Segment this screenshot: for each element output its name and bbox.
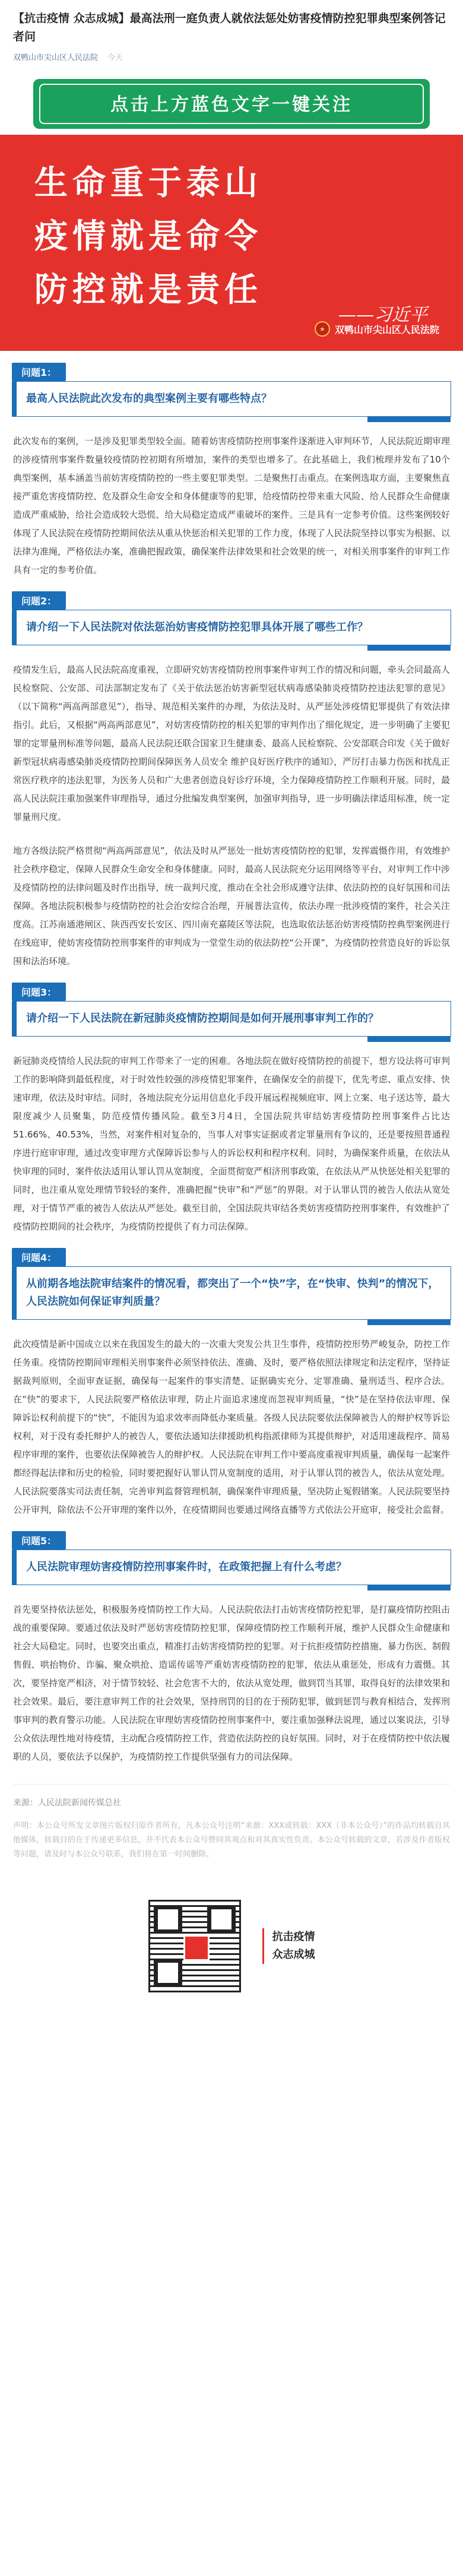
qr-logo-icon [183,1935,210,1961]
banner-image [0,73,463,351]
answer-paragraph: 新冠肺炎疫情给人民法院的审判工作带来了一定的困难。各地法院在做好疫情防控的前提下，想方设法将可审判工作的影响降到最低程度，对于时效性较强的涉疫情犯罪案件，在确保安全的前提下，优先考虑、重点安排、快速审理，依法及时审结。同时，各地法院充分运用信息化手段开展远程视频庭审、网上立案、电子送达等，最大限度减少人员聚集，防范疫情传播风险。截至3月4日，全国法院共审结妨害疫情防控刑事案件占比达51.66%、40.53%，当然，对案件相对复杂的，当事人对事实证据或者定罪量刑有争议的，还是要按照普通程序进行庭审审理，通过改变审理方式保障诉讼参与人的诉讼权利和程序权利。同时，为确保案件质量，在依法从快审理的同时，案件依法适用认罪认罚从宽制度，全面贯彻宽严相济刑事政策，在依法从严从快惩处相关犯罪的同时，也注重从宽处理情节较轻的案件，准确把握“快审”和“严惩”的界限。对于认罪认罚的被告人依法从宽处理，对于情节严重的被告人依法从严惩处。截至目前，全国法院共审结各类妨害疫情防控刑事案件，有效维护了疫情防控期间的社会秩序，为疫情防控提供了有力司法保障。 [13,1056,450,1232]
slogan-line-1: 生命重于泰山 [34,163,262,202]
banner-signature: ——习近平 [338,305,427,325]
banner-top-strip [0,73,463,135]
court-emblem-icon: ★ [315,321,330,337]
question-block-4 [12,1248,451,1320]
banner-court-name: 双鸭山市尖山区人民法院 [334,324,439,335]
qr-caption-line-1: 抗击疫情 [272,1931,315,1943]
slogan-line-2: 疫情就是命令 [34,217,262,256]
footer-divider [13,1784,450,1785]
question-tag: 问题2： [12,591,66,610]
question-box [12,1001,451,1037]
publish-date: 今天 [107,53,123,62]
answer-paragraph: 疫情发生后，最高人民法院高度重视，立即研究妨害疫情防控刑事案件审判工作的情况和问题，牵头会同最高人民检察院、公安部、司法部制定发布了《关于依法惩治妨害新型冠状病毒感染肺炎疫情防控违法犯罪的意见》（以下简称“两高两部意见”），指导、规范相关案件的办理，为依法及时、从严惩处涉疫情犯罪提供了有效法律指引。此后，又根据“两高两部意见”，对妨害疫情防控的相关犯罪的审判作出了细化规定，进一步明确了主要犯罪的定罪量刑标准等问题，最高人民法院还联合国家卫生健康委、最高人民检察院、公安部联合印发《关于做好新型冠状病毒感染肺炎疫情防控期间保障医务人员安全 维护良好医疗秩序的通知》，严厉打击暴力伤医和扰乱正常医疗秩序的违法犯罪，为医务人员和广大患者创造良好诊疗环境，全力保障疫情防控工作顺利开展。同时，最高人民法院注重加强案件审理指导，通过分批编发典型案例，加强审判指导，进一步明确法律适用标准，统一定罪量刑尺度。 [13,664,450,822]
question-block-1 [12,363,451,417]
question-box [12,381,451,417]
question-text: 从前期各地法院审结案件的情况看，都突出了一个“快”字，在“快审、快判”的情况下，人民法院如何保证审判质量？ [26,1278,439,1308]
question-box [12,1550,451,1585]
follow-prompt-text: 点击上方蓝色文字一键关注 [110,94,353,115]
question-text: 人民法院审理妨害疫情防控刑事案件时，在政策把握上有什么考虑？ [26,1561,347,1573]
question-block-2 [12,591,451,645]
qr-section [0,1900,463,1992]
question-tag: 问题3： [12,983,66,1001]
question-box [12,610,451,645]
question-text: 最高人民法院此次发布的典型案例主要有哪些特点？ [26,392,272,405]
question-box [12,1266,451,1320]
qr-caption [262,1928,315,1964]
qr-caption-line-2: 众志成城 [272,1948,315,1961]
banner-slogans [34,156,262,316]
question-text: 请介绍一下人民法院在新冠肺炎疫情防控期间是如何开展刑事审判工作的？ [26,1012,379,1025]
qr-finder-icon [154,1905,182,1934]
follow-prompt-box[interactable] [33,79,430,129]
article-title: 【抗击疫情 众志成城】最高法刑一庭负责人就依法惩处妨害疫情防控犯罪典型案例答记者问 [13,12,446,43]
answer-paragraph: 此次发布的案例，一是涉及犯罪类型较全面。随着妨害疫情防控刑事案件逐渐进入审判环节，人民法院近期审理的涉疫情刑事案件数量较疫情防控初期有所增加，案件的类型也增多了。在此基础上，我们梳理并发布了10个典型案例，基本涵盖当前妨害疫情防控的一些主要犯罪类型。二是聚焦打击重点。在案例选取方面，主要聚焦直接严重危害疫情防控、危及群众生命安全和身体健康等的犯罪，给疫情防控带来重大风险、给人民群众生命健康造成严重威胁，给社会造成较大恐慌、给大局稳定造成严重破坏的案件。三是具有一定参考价值。这些案例较好体现了人民法院在疫情防控期间依法从重从快惩治相关犯罪的工作力度，体现了人民法院坚持以事实为根据、以法律为准绳，严格依法办案，准确把握政策，确保案件法律效果和社会效果的统一，对相关刑事案件的审判工作具有一定的参考价值。 [13,436,450,575]
slogan-line-3: 防控就是责任 [34,270,262,309]
banner-court-label [315,321,439,337]
qr-finder-icon [154,1959,182,1987]
question-block-5 [12,1531,451,1585]
answer-paragraph: 此次疫情是新中国成立以来在我国发生的最大的一次重大突发公共卫生事件，疫情防控形势严峻复杂，防控工作任务重。疫情防控期间审理相关刑事案件必须坚持依法、准确、及时，要严格依照法律规定和法定程序，坚持证据裁判原则，全面审查证据，确保每一起案件的事实清楚、证据确实充分、定罪准确、量刑适当、程序合法。在“快”的要求下，人民法院要严格依法审理，防止片面追求速度而忽视审判质量，“快”是在坚持依法审理、保障诉讼权利前提下的“快”，不能因为追求效率而降低办案质量。各级人民法院要依法保障被告人的辩护权等诉讼权利，对于没有委托辩护人的被告人，要依法通知法律援助机构指派律师为其提供辩护，对适用速裁程序、简易程序审理的案件，也要依法保障被告人的辩护权。人民法院在审判工作中要高度重视审判质量，确保每一起案件都经得起法律和历史的检验，同时要把握好认罪认罚从宽制度的适用，对于认罪认罚的被告人，依法从宽处理。人民法院要落实司法责任制，完善审判监督管理机制，确保案件审理质量，坚决防止冤假错案。人民法院要坚持公开审判，除依法不公开审理的案件以外，在疫情期间也要通过网络直播等方式依法公开庭审，接受社会监督。 [13,1339,450,1515]
question-tag: 问题1： [12,363,66,381]
question-tag: 问题4： [12,1248,66,1266]
qr-finder-icon [207,1905,236,1934]
qr-code-image[interactable] [148,1900,241,1992]
article-source: 来源：人民法院新闻传媒总社 [13,1798,121,1808]
article-meta [13,51,450,62]
account-name-link[interactable]: 双鸭山市尖山区人民法院 [13,53,99,62]
question-tag: 问题5： [12,1531,66,1550]
answer-paragraph: 地方各级法院严格贯彻“两高两部意见”，依法及时从严惩处一批妨害疫情防控的犯罪，发挥震慑作用，有效维护社会秩序稳定，保障人民群众生命安全和身体健康。同时，最高人民法院充分运用网络等平台，对审判工作中涉及疫情防控的法律问题及时作出指导，统一裁判尺度，推动在全社会形成遵守法律、依法防控的良好氛围和司法保障。各地法院积极参与疫情防控的社会治安综合治理，开展普法宣传，依法办理一批涉疫情的案件，社会关注度高。江苏南通港闸区、陕西西安长安区、四川南充嘉陵区等法院，也选取依法惩治妨害疫情防控典型案例进行在线庭审，使妨害疫情防控刑事案件的审判成为一堂堂生动的依法防控“公开课”，为疫情防控营造良好的诉讼氛围和法治环境。 [13,845,450,967]
question-text: 请介绍一下人民法院对依法惩治妨害疫情防控犯罪具体开展了哪些工作？ [26,621,368,633]
question-block-3 [12,983,451,1037]
copyright-disclaimer: 声明：本公众号所发文章图片版权归原作者所有，凡本公众号注明“来源：XXX或转载：XXX（非本公众号）”的作品均转载自其他媒体，转载目的在于传递更多信息，并不代表本公众号赞同其观点和对其真实性负责。本公众号转载的文章，若涉及作者版权等问题，请及时与本公众号联系，我们将在第一时间删除。 [13,1821,450,1859]
article-header [0,0,463,68]
answer-paragraph: 首先要坚持依法惩处，积极服务疫情防控工作大局。人民法院依法打击妨害疫情防控犯罪，是打赢疫情防控阻击战的重要保障。要通过依法及时严惩妨害疫情防控犯罪，保障疫情防控工作顺利开展，维护人民群众生命健康和社会大局稳定。同时，也要突出重点，精准打击妨害疫情防控的犯罪。对于抗拒疫情防控措施、暴力伤医、制假售假、哄抬物价、诈骗、聚众哄抢、造谣传谣等严重妨害疫情防控的犯罪，依法从重惩处，形成有力震慑。其次，要坚持宽严相济，对于情节较轻、社会危害不大的，依法从宽处理，做到罚当其罪，取得良好的法律效果和社会效果。最后，要注意审判工作的社会效果，坚持刑罚的目的在于预防犯罪，做到惩罚与教育相结合，发挥刑事审判的教育警示功能。人民法院在审理妨害疫情防控刑事案件中，要注重加强释法说理，通过以案说法，引导公众依法理性地对待疫情，主动配合疫情防控工作，营造依法防控的良好氛围。同时，对于在疫情防控中依法履职的人员，要依法予以保护，为疫情防控工作提供坚强有力的司法保障。 [13,1604,450,1762]
